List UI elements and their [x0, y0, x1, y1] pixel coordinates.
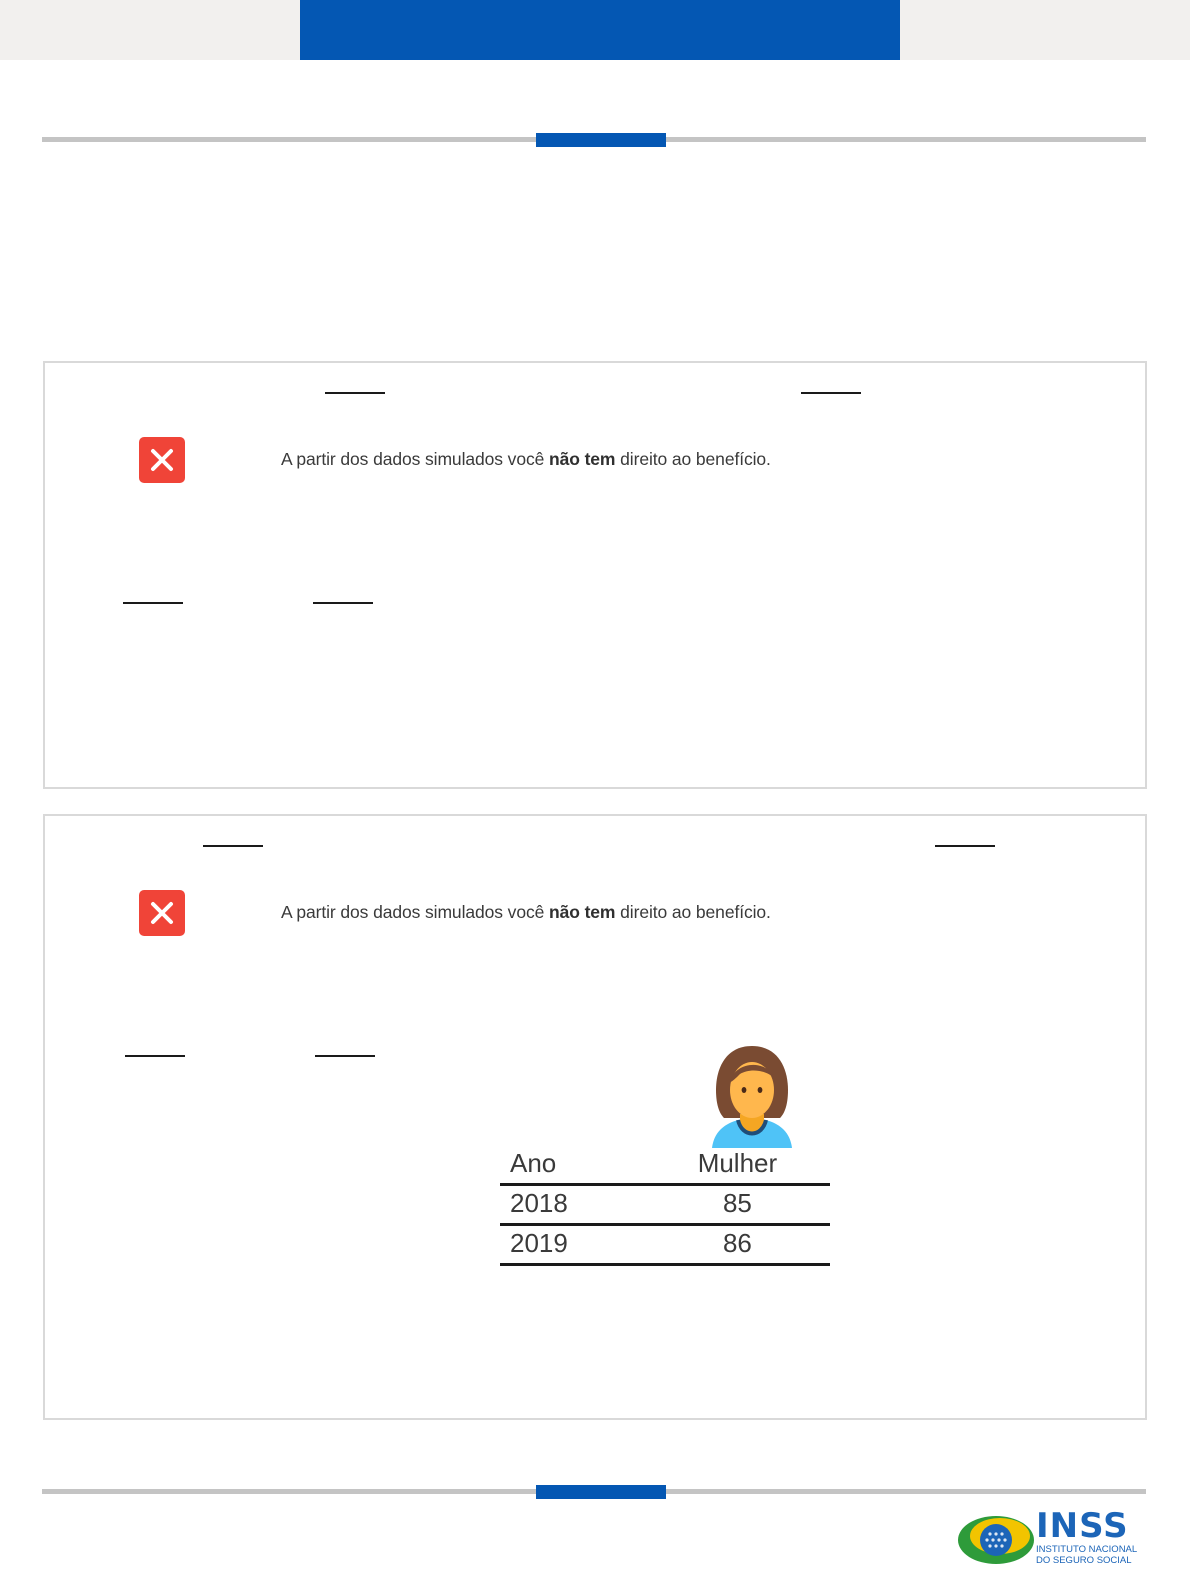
result-card-1	[43, 361, 1147, 789]
table-cell-value: 86	[722, 1228, 752, 1258]
woman-avatar-icon	[710, 1044, 794, 1148]
table-row	[500, 1185, 830, 1225]
logo-wordmark: INSS	[1036, 1506, 1129, 1546]
column-header-year: Ano	[510, 1148, 557, 1178]
table-header-row	[500, 1146, 830, 1185]
blank-underline	[123, 602, 183, 604]
close-icon	[139, 890, 185, 936]
blank-underline	[801, 392, 861, 394]
header-blue-tab	[300, 0, 900, 60]
result-card-2	[43, 814, 1147, 1420]
inss-logo	[956, 1508, 1146, 1570]
blank-underline	[935, 845, 995, 847]
divider-accent	[536, 133, 666, 147]
blank-underline	[313, 602, 373, 604]
divider-accent	[536, 1485, 666, 1499]
table-row	[500, 1225, 830, 1265]
top-header-bar	[0, 0, 1190, 60]
result-message: A partir dos dados simulados você não tem direito ao benefício.	[281, 449, 771, 469]
age-points-table	[500, 1146, 830, 1266]
column-header-woman: Mulher	[697, 1148, 778, 1178]
bottom-divider	[42, 1489, 1146, 1494]
logo-subtitle-line2: DO SEGURO SOCIAL	[1036, 1555, 1132, 1566]
logo-subtitle-line1: INSTITUTO NACIONAL	[1036, 1544, 1138, 1555]
table-cell-year: 2018	[510, 1188, 568, 1218]
blank-underline	[203, 845, 263, 847]
result-message: A partir dos dados simulados você não tem direito ao benefício.	[281, 902, 771, 922]
blank-underline	[125, 1055, 185, 1057]
close-icon	[139, 437, 185, 483]
inss-emblem-icon	[956, 1512, 1036, 1568]
top-divider	[42, 137, 1146, 142]
blank-underline	[325, 392, 385, 394]
table-cell-year: 2019	[510, 1228, 568, 1258]
table-cell-value: 85	[722, 1188, 752, 1218]
blank-underline	[315, 1055, 375, 1057]
